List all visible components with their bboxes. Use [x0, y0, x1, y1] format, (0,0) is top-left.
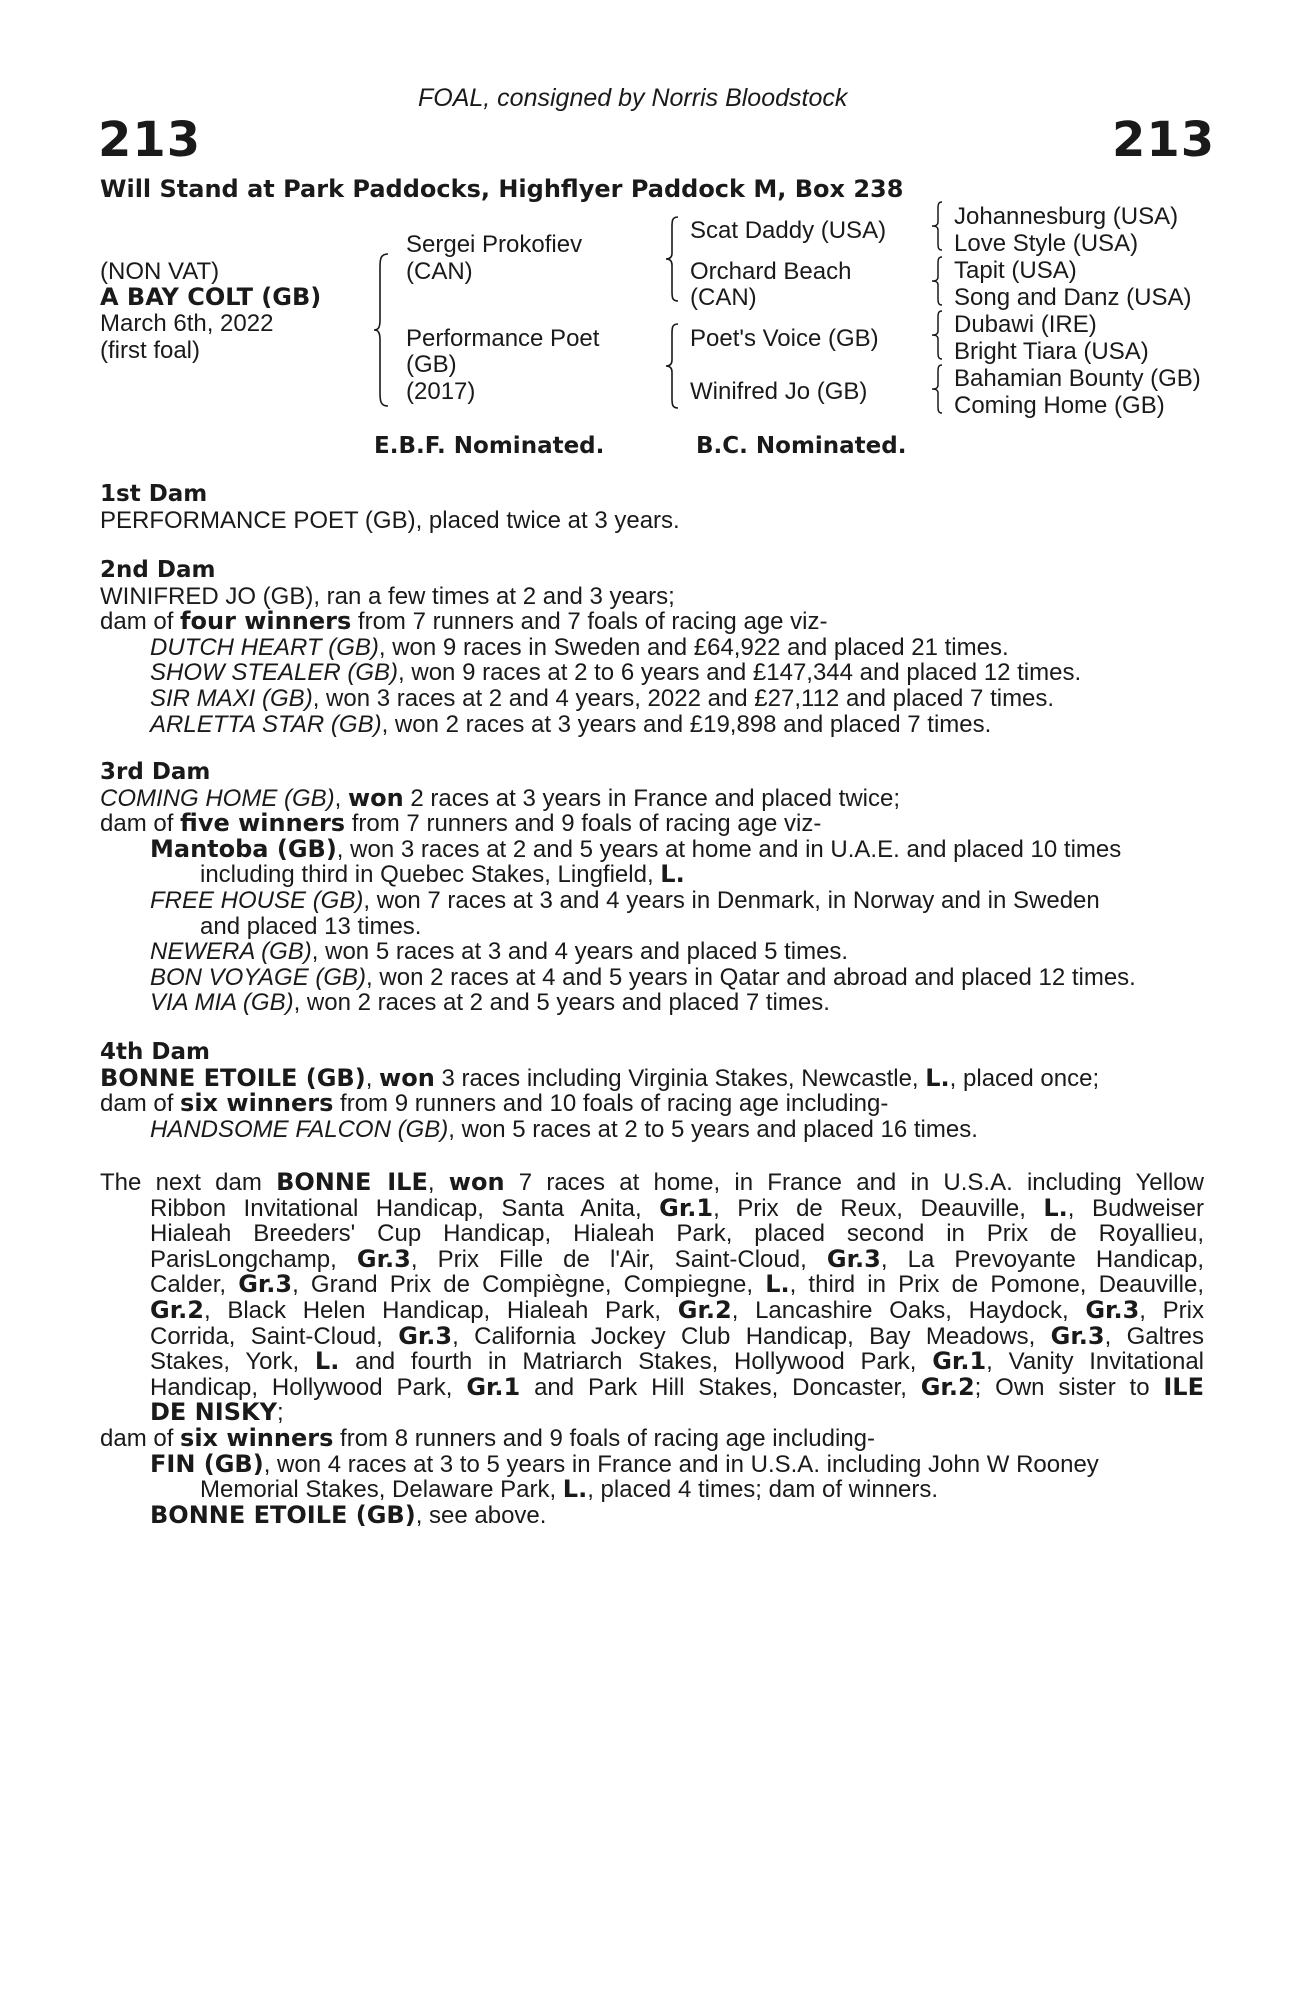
list-item: SHOW STEALER (GB), won 9 races at 2 to 6 years and £147,344 and placed 12 times. [150, 659, 1082, 687]
stand-location: Will Stand at Park Paddocks, Highflyer Paddock M, Box 238 [100, 175, 904, 203]
dam-country: (GB) [406, 351, 457, 378]
first-dam-section [100, 482, 1204, 533]
third-dam-heading: 3rd Dam [100, 759, 211, 785]
sire-sire: Scat Daddy (USA) [690, 217, 887, 244]
list-item: VIA MIA (GB), won 2 races at 2 and 5 years and placed 7 times. [150, 989, 830, 1017]
third-dam-section [100, 760, 1204, 1016]
next-dam-line-1: The next dam BONNE ILE, won 7 races at home, in France and in U.S.A. including Yellow [100, 1168, 1204, 1196]
sire-line-brace [664, 215, 682, 303]
horse-dob: March 6th, 2022 [100, 310, 274, 337]
g3-sds: Tapit (USA) [954, 257, 1077, 284]
list-item: DUTCH HEART (GB), won 9 races in Sweden and £64,922 and placed 21 times. [150, 633, 1009, 661]
next-dam-line-6: Gr.2, Black Helen Handicap, Hialeah Park, Gr.2, Lancashire Oaks, Haydock, Gr.3, Prix [150, 1295, 1204, 1324]
list-item: Mantoba (GB), won 3 races at 2 and 5 years at home and in U.A.E. and placed 10 times [150, 834, 1122, 863]
lot-number-right: 213 [1112, 112, 1216, 168]
g3-brace-1 [930, 200, 946, 252]
g3-ddd: Coming Home (GB) [954, 392, 1165, 419]
g3-brace-2 [930, 255, 946, 307]
first-dam-heading: 1st Dam [100, 481, 208, 507]
second-dam-produce: dam of four winners from 7 runners and 7 foals of racing age viz- [100, 607, 828, 636]
fourth-dam-line: BONNE ETOILE (GB), won 3 races including Virginia Stakes, Newcastle, L., placed once; [100, 1063, 1100, 1092]
fourth-dam-heading: 4th Dam [100, 1039, 210, 1065]
vat-status: (NON VAT) [100, 258, 220, 285]
dam-year: (2017) [406, 378, 476, 405]
horse-name: A BAY COLT (GB) [100, 283, 322, 311]
g3-ssd: Love Style (USA) [954, 230, 1139, 257]
second-dam-section [100, 558, 1204, 737]
ebf-nomination: E.B.F. Nominated. [374, 433, 605, 459]
list-item: HANDSOME FALCON (GB), won 5 races at 2 to 5 years and placed 16 times. [150, 1115, 978, 1143]
g3-dds: Bahamian Bounty (GB) [954, 365, 1201, 392]
g3-sdd: Song and Danz (USA) [954, 284, 1192, 311]
list-item-continued: and placed 13 times. [200, 912, 422, 940]
list-item: BONNE ETOILE (GB), see above. [150, 1500, 547, 1529]
g3-sss: Johannesburg (USA) [954, 203, 1179, 230]
fourth-dam-produce: dam of six winners from 9 runners and 10 foals of racing age including- [100, 1089, 889, 1118]
list-item: ARLETTA STAR (GB), won 2 races at 3 years and £19,898 and placed 7 times. [150, 710, 992, 738]
sire-dam: Orchard Beach [690, 258, 852, 285]
g3-dss: Dubawi (IRE) [954, 311, 1097, 338]
second-dam-line: WINIFRED JO (GB), ran a few times at 2 and 3 years; [100, 582, 675, 610]
sire-name: Sergei Prokofiev [406, 231, 583, 258]
catalogue-subtitle: FOAL, consigned by Norris Bloodstock [418, 84, 848, 112]
horse-note: (first foal) [100, 337, 201, 364]
list-item: FREE HOUSE (GB), won 7 races at 3 and 4 years in Denmark, in Norway and in Sweden [150, 886, 1100, 914]
next-dam-line-10: DE NISKY; [150, 1398, 284, 1427]
third-dam-line: COMING HOME (GB), won 2 races at 3 years in France and placed twice; [100, 783, 901, 812]
next-dam-line-4: ParisLongchamp, Gr.3, Prix Fille de l'Air, Saint-Cloud, Gr.3, La Prevoyante Handicap, [150, 1244, 1204, 1273]
next-dam-section [100, 1170, 1204, 1528]
list-item-continued: Memorial Stakes, Delaware Park, L., placed 4 times; dam of winners. [200, 1475, 939, 1504]
g3-brace-4 [930, 363, 946, 415]
third-dam-produce: dam of five winners from 7 runners and 9 foals of racing age viz- [100, 809, 822, 838]
dam-sire: Poet's Voice (GB) [690, 325, 879, 352]
list-item-continued: including third in Quebec Stakes, Lingfield, L. [200, 860, 685, 889]
next-dam-line-8: Stakes, York, L. and fourth in Matriarch Stakes, Hollywood Park, Gr.1, Vanity Invitational [150, 1347, 1204, 1376]
list-item: NEWERA (GB), won 5 races at 3 and 4 years and placed 5 times. [150, 938, 849, 966]
pedigree-brace [372, 252, 392, 408]
next-dam-line-9: Handicap, Hollywood Park, Gr.1 and Park Hill Stakes, Doncaster, Gr.2; Own sister to ILE [150, 1372, 1204, 1401]
list-item: FIN (GB), won 4 races at 3 to 5 years in France and in U.S.A. including John W Rooney [150, 1449, 1099, 1478]
second-dam-heading: 2nd Dam [100, 557, 216, 583]
g3-brace-3 [930, 309, 946, 361]
fourth-dam-section [100, 1040, 1204, 1142]
bc-nomination: B.C. Nominated. [696, 433, 907, 459]
list-item: BON VOYAGE (GB), won 2 races at 4 and 5 years in Qatar and abroad and placed 12 times. [150, 963, 1136, 991]
next-dam-line-5: Calder, Gr.3, Grand Prix de Compiègne, Compiegne, L., third in Prix de Pomone, Deauville, [150, 1270, 1204, 1299]
next-dam-line-7: Corrida, Saint-Cloud, Gr.3, California Jockey Club Handicap, Bay Meadows, Gr.3, Galtres [150, 1321, 1204, 1350]
sire-country: (CAN) [406, 258, 473, 285]
sire-dam-country: (CAN) [690, 284, 757, 311]
next-dam-line-3: Hialeah Breeders' Cup Handicap, Hialeah Park, placed second in Prix de Royallieu, [150, 1220, 1204, 1248]
next-dam-produce: dam of six winners from 8 runners and 9 foals of racing age including- [100, 1423, 876, 1452]
next-dam-line-2: Ribbon Invitational Handicap, Santa Anita, Gr.1, Prix de Reux, Deauville, L., Budweiser [150, 1193, 1205, 1222]
g3-dsd: Bright Tiara (USA) [954, 338, 1149, 365]
first-dam-text: PERFORMANCE POET (GB), placed twice at 3 years. [100, 506, 680, 534]
dam-name: Performance Poet [406, 325, 600, 352]
dam-line-brace [664, 322, 682, 410]
lot-number-left: 213 [98, 112, 202, 168]
dam-dam: Winifred Jo (GB) [690, 378, 868, 405]
list-item: SIR MAXI (GB), won 3 races at 2 and 4 years, 2022 and £27,112 and placed 7 times. [150, 684, 1055, 712]
